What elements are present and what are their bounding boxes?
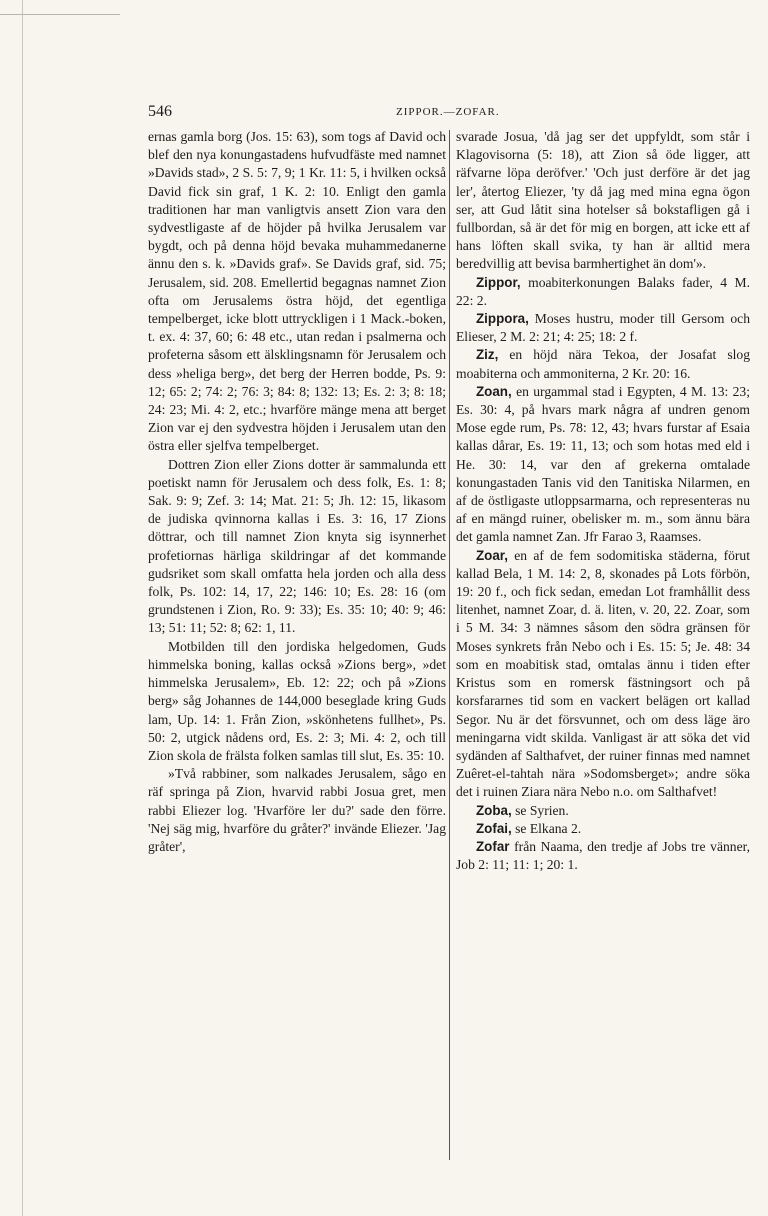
entry-zofar (456, 838, 750, 874)
page-number: 546 (148, 103, 172, 120)
entry-headword: Zofai, (476, 820, 512, 836)
entry-headword: Zoar, (476, 547, 508, 563)
entry-text: se Syrien. (511, 802, 569, 818)
paragraph-rabbiner: »Två rabbiner, som nalkades Jerusalem, sågo en räf springa på Zion, hvarvid rabbi Josua gret, men rabbi Eliezer log. 'Hvarföre ler du?' sade den förre. 'Nej säg mig, hvarföre du gråter?' invände Eliezer. 'Jag gråter', (148, 766, 446, 854)
paragraph-josua-reply: svarade Josua, 'då jag ser det uppfyldt, som står i Klagovisorna (5: 18), att Zion så öde ligger, att räfvarne löpa deröfver.' 'Och just derföre är det jag ler', återtog Eliezer, 'ty då jag med mina egna ögon ser, att Gud låtit sina hotelser så bokstafligen gå i fullbordan, så är det för mig en borgen, att icke ett af hans löften skall svika, ty han är alltid mera beredvillig att bevisa barmhertighet än dom'». (456, 129, 750, 272)
left-column (148, 128, 446, 856)
entry-zofai (456, 820, 750, 838)
entry-zoba (456, 802, 750, 820)
running-head: ZIPPOR.—ZOFAR. (396, 106, 500, 118)
entry-headword: Zippor, (476, 274, 521, 290)
entry-ziz (456, 346, 750, 382)
column-divider (449, 130, 450, 1160)
entry-zippor (456, 274, 750, 310)
entry-text: en af de fem sodomitiska städerna, förut kallad Bela, 1 M. 14: 2, 8, skonades på Lots förbön, 19: 20 f., och fick sedan, emedan Lot framhållit dess litenhet, namnet Zoar, d. ä. liten, v. 20, 22. Zoar, som i 5 M. 34: 3 nämnes såsom den södra gränsen för Moses synkrets från Nebo och i Es. 15: 5; Je. 48: 34 som en moabitisk stad, omtalas ännu i tiden efter Kristus som en romersk fästningsort och på korsfararnes tid som en vackert belägen ort kallad Segor. Nu är det försvunnet, och om dess läge äro meningarna vidt skilda. Vanligast är att söka det vid sydänden af Salthafvet, der ruiner finnas med namnet Zuêret-el-tahtah nära »Sodomsberget»; andre söka det i ruinen Ziara nära Nebo n.o. om Salthafvet! (456, 547, 750, 800)
entry-headword: Zippora, (476, 311, 529, 327)
scan-top-line (0, 14, 120, 15)
paragraph-motbilden: Motbilden till den jordiska helgedomen, Guds himmelska boning, kallas också »Zions berg», »det himmelska Jerusalem», Eb. 12: 22; och på »Zions berg» såg Johannes de 144,000 beseglade kring Guds lam, Up. 14: 1. Från Zion, »skönhetens fullhet», Ps. 50: 2, utgick nådens ord, Es. 2: 3; Mi. 4: 2, och till Zion skola de frälsta folken samlas till slut, Es. 35: 10. (148, 638, 446, 763)
entry-text: från Naama, den tredje af Jobs tre vänner, Job 2: 11; 11: 1; 20: 1. (456, 838, 750, 873)
paragraph-zion-continued: ernas gamla borg (Jos. 15: 63), som togs af David och blef den nya konungastadens hufvudfäste med namnet »Davids stad», 2 S. 5: 7, 9; 1 Kr. 11: 5, i hvilken också David fick sin graf, 1 K. 2: 10. Enligt den gamla traditionen har man vanligtvis ansett Zion vara den sydvestligaste af de höjder på hvilka Jerusalem var bygdt, och på denna höjd bevaka muhammedanerne ännu den s. k. »Davids graf». Se Davids graf, sid. 75; Jerusalem, sid. 208. Emellertid begagnas namnet Zion ofta om Jerusalems östra höjd, det egentliga tempelberget, icke blott uttryckligen i 1 Mack.-boken, t. ex. 4: 37, 60; 6: 48 etc., utan redan i psalmerna och profeterna såsom ett älsklingsnamn för Jerusalem och dess »heliga berg», det berg der Herren bodde, Ps. 9: 12; 65: 2; 74: 2; 76: 3; 84: 8; 132: 13; Es. 2: 3; 8: 18; 24: 23; Mi. 4: 2, etc.; hvarföre mänge mena att berget Zion var ej den sydvestra höjden i Jerusalem utan den östra eller sjelfva tempelberget. (148, 129, 446, 454)
entry-text: Moses hustru, moder till Gersom och Elieser, 2 M. 2: 21; 4: 25; 18: 2 f. (456, 311, 750, 345)
entry-headword: Zoba, (476, 802, 512, 818)
right-column (456, 128, 750, 874)
entry-text: moabiterkonungen Balaks fader, 4 M. 22: 2. (456, 274, 750, 308)
entry-text: se Elkana 2. (511, 820, 582, 836)
entry-headword: Zoan, (476, 383, 512, 399)
scan-edge-line (22, 0, 23, 1216)
entry-text: en urgammal stad i Egypten, 4 M. 13: 23; Es. 30: 4, på hvars mark några af undren genom Mose egde rum, Ps. 78: 12, 43; hvars furstar af Esaia kallas dårar, Es. 19: 11, 13; och som hotas med eld i He. 30: 14, var den af grekerna omtalade konungastaden Tanis vid den Tanitiska Nilarmen, en af de östligaste utloppsarmarna, och representeras nu af en mängd ruiner, obelisker m. m., som ännu bära det gamla namnet Zan. Jfr Farao 3, Raamses. (456, 383, 750, 545)
entry-zoan (456, 383, 750, 547)
paragraph-dottren-zion: Dottren Zion eller Zions dotter är sammalunda ett poetiskt namn för Jerusalem och dess folk, Es. 1: 8; Sak. 9: 9; Zef. 3: 14; Mat. 21: 5; Jh. 12: 15, likasom de judiska qvinnorna kallas i Es. 3: 16, 17 Zions döttrar, och till namnet Zion knyta sig isynnerhet profetiornas härliga skildringar af det kommande gudsriket som skall omfatta hela jorden och alla dess folk, Ps. 102: 14, 17, 22; 146: 10; Es. 28: 16 (om grundstenen i Zion, Ro. 9: 33); Es. 35: 10; 40: 9; 46: 13; 51: 11; 52: 8; 62: 1, 11. (148, 456, 446, 636)
entry-headword: Ziz, (476, 347, 499, 363)
entry-zoar (456, 547, 750, 802)
entry-text: en höjd nära Tekoa, der Josafat slog moabiterna och ammoniterna, 2 Kr. 20: 16. (456, 347, 750, 381)
entry-headword: Zofar (476, 838, 510, 854)
entry-zippora (456, 310, 750, 346)
